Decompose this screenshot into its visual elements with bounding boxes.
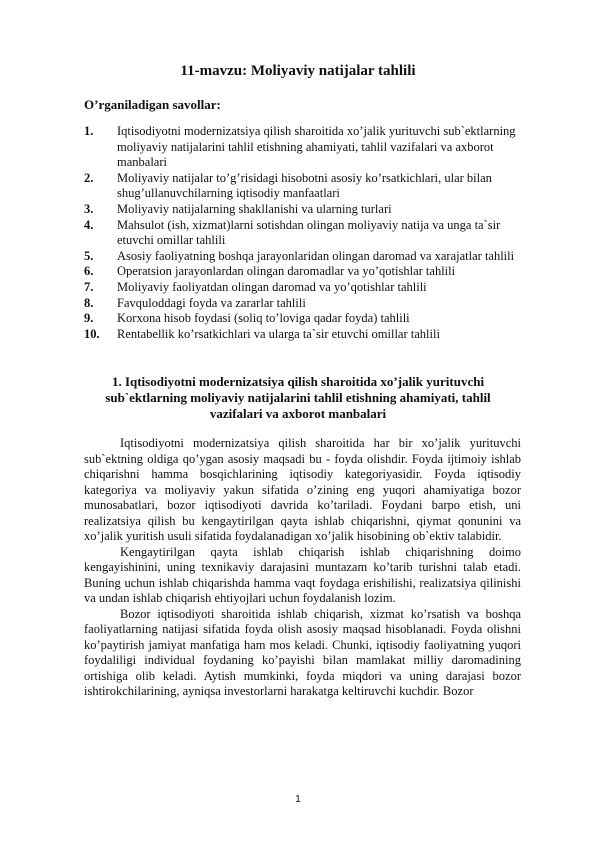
question-number: 1. xyxy=(84,124,94,138)
section-heading: 1. Iqtisodiyotni modernizatsiya qilish sharoitida xo’jalik yurituvchi sub`ektlarning moliyaviy natijalarini tahlil etishning ahamiyati, tahlil vazifalari va axborot manbalari xyxy=(105,374,491,421)
list-item xyxy=(84,124,524,171)
list-item xyxy=(84,327,524,343)
page-number: 1 xyxy=(295,794,301,805)
question-number: 7. xyxy=(84,279,94,294)
question-text: Rentabellik ko’rsatkichlari va ularga ta`sir etuvchi omillar tahlili xyxy=(117,326,440,341)
question-text: Moliyaviy natijalar to’g’risidagi hisobotni asosiy ko’rsatkichlari, ular bilan shug’ullanuvchilarning iqtisodiy manfaatlari xyxy=(117,170,492,201)
question-number: 3. xyxy=(84,201,94,216)
questions-heading: O’rganiladigan savollar: xyxy=(84,97,221,112)
page-title: 11-mavzu: Moliyaviy natijalar tahlili xyxy=(180,63,416,79)
question-text: Moliyaviy faoliyatdan olingan daromad va yo’qotishlar tahlili xyxy=(117,279,427,294)
list-item xyxy=(84,202,524,218)
question-text: Iqtisodiyotni modernizatsiya qilish sharoitida xo’jalik yurituvchi sub`ektlarning moliyaviy natijalarini tahlil etishning ahamiyati, tahlil vazifalari va axborot manbalari xyxy=(117,124,516,170)
question-number: 4. xyxy=(84,217,94,232)
questions-list xyxy=(84,124,524,342)
question-text: Mahsulot (ish, xizmat)larni sotishdan olingan moliyaviy natija va unga ta`sir etuvchi omillar tahlili xyxy=(117,217,501,248)
list-item xyxy=(84,280,524,296)
paragraph: Kengaytirilgan qayta ishlab chiqarish ishlab chiqarishning doimo kengayishinini, uning texnikaviy darajasini muntazam ko’tarib turishni talab etadi. Buning uchun ishlab chiqarishda hamma vaqt foydaga erishilishi, realizatsiya qilinishi va undan ishlab chiqarish ehtiyojlari uchun foydalanish lozim. xyxy=(84,544,521,605)
paragraph: Bozor iqtisodiyoti sharoitida ishlab chiqarish, xizmat ko’rsatish va boshqa faoliyatlarning natijasi sifatida foyda olish asosiy maqsad hisoblanadi. Foyda olishni ko’paytirish jamiyat manfatiga ham mos keladi. Chunki, iqtisodiy faoliyatning yuqori foydaliligi individual foydaning ko’payishi bilan mamlakat milliy daromadining ortishiga olib keladi. Aytish mumkinki, foyda miqdori va uning darajasi bozor ishtirokchilarining, ayniqsa investorlarni harakatga keltiruvchi kuchdir. Bozor xyxy=(84,606,521,698)
question-text: Korxona hisob foydasi (soliq to’loviga qadar foyda) tahlili xyxy=(117,311,410,326)
list-item xyxy=(84,249,524,265)
list-item xyxy=(84,311,524,327)
question-number: 9. xyxy=(84,311,94,326)
list-item xyxy=(84,171,524,202)
body-text xyxy=(84,436,521,700)
list-item xyxy=(84,218,524,249)
paragraph: Iqtisodiyotni modernizatsiya qilish sharoitida har bir xo’jalik yurituvchi sub`ektning oldiga qo’ygan asosiy maqsadi bu - foyda olishdir. Foyda ijtimoiy ishlab chiqarishni hamma bosqichlarining iqtisodiy kategoriyasidir. Foyda iqtisodiy kategoriya va moliyaviy yakun sifatida o’zining eng yuqori ahamiyatiga bozor munosabatlari, bozor iqtisodiyoti davrida ko’tariladi. Foydani barpo etish, uni realizatsiya qilish bu kengaytirilgan qayta ishlab chiqarishni, qiymat qonunini va xo’jalik yuritish usuli sifatida foydalanadigan xo’jalik hisobining ob`ektiv talabidir. xyxy=(84,436,521,543)
question-text: Moliyaviy natijalarning shakllanishi va ularning turlari xyxy=(117,201,392,216)
question-text: Asosiy faoliyatning boshqa jarayonlaridan olingan daromad va xarajatlar tahlili xyxy=(117,248,515,263)
question-number: 8. xyxy=(84,295,94,310)
question-number: 6. xyxy=(84,264,94,279)
question-number: 5. xyxy=(84,248,94,263)
list-item xyxy=(84,296,524,312)
question-number: 10. xyxy=(84,326,100,341)
question-text: Operatsion jarayonlardan olingan daromadlar va yo’qotishlar tahlili xyxy=(117,264,456,279)
list-item xyxy=(84,264,524,280)
question-text: Favquloddagi foyda va zararlar tahlili xyxy=(117,295,306,310)
question-number: 2. xyxy=(84,170,94,185)
